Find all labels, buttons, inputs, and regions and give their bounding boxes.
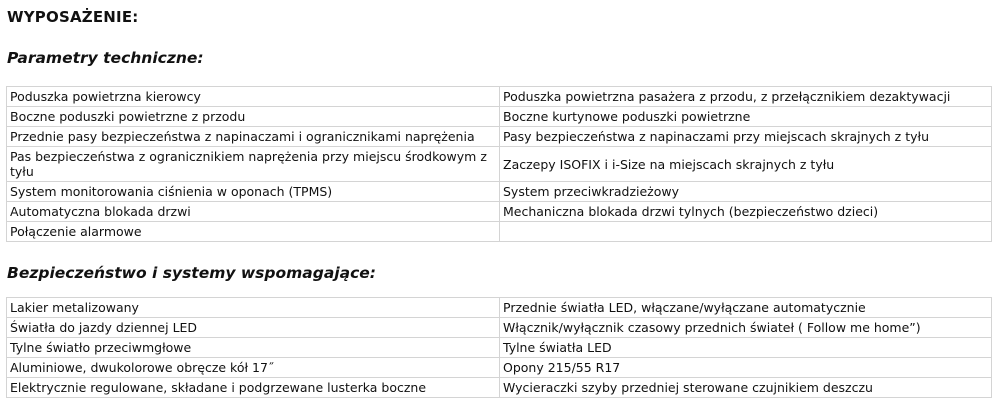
table-row	[7, 127, 992, 147]
table-cell: Wycieraczki szyby przedniej sterowane czujnikiem deszczu	[500, 378, 992, 398]
table-row	[7, 378, 992, 398]
table-cell: Poduszka powietrzna kierowcy	[7, 87, 500, 107]
table-row	[7, 147, 992, 182]
table-cell: Przednie światła LED, włączane/wyłączane automatycznie	[500, 298, 992, 318]
table-row	[7, 87, 992, 107]
table-cell: System przeciwkradzieżowy	[500, 182, 992, 202]
table-cell: Elektrycznie regulowane, składane i podgrzewane lusterka boczne	[7, 378, 500, 398]
table-row	[7, 222, 992, 242]
table-cell: Światła do jazdy dziennej LED	[7, 318, 500, 338]
table-cell: Aluminiowe, dwukolorowe obręcze kół 17˝	[7, 358, 500, 378]
table-cell: Zaczepy ISOFIX i i-Size na miejscach skrajnych z tyłu	[500, 147, 992, 182]
table-cell: Pasy bezpieczeństwa z napinaczami przy miejscach skrajnych z tyłu	[500, 127, 992, 147]
section-title-bezpieczenstwo: Bezpieczeństwo i systemy wspomagające:	[7, 264, 376, 282]
table-cell: Połączenie alarmowe	[7, 222, 500, 242]
table-cell: Tylne światła LED	[500, 338, 992, 358]
table-cell: Włącznik/wyłącznik czasowy przednich świateł ( Follow me home”)	[500, 318, 992, 338]
table-cell: Przednie pasy bezpieczeństwa z napinaczami i ogranicznikami naprężenia	[7, 127, 500, 147]
table-cell: Pas bezpieczeństwa z ogranicznikiem naprężenia przy miejscu środkowym z tyłu	[7, 147, 500, 182]
table-cell: System monitorowania ciśnienia w oponach (TPMS)	[7, 182, 500, 202]
page-heading: WYPOSAŻENIE:	[7, 8, 139, 26]
table-cell: Boczne poduszki powietrzne z przodu	[7, 107, 500, 127]
table-row	[7, 107, 992, 127]
table-cell: Lakier metalizowany	[7, 298, 500, 318]
table-row	[7, 318, 992, 338]
table-row	[7, 358, 992, 378]
spec-table-parametry-techniczne	[6, 86, 992, 242]
section-title-parametry-techniczne: Parametry techniczne:	[7, 49, 204, 67]
table-cell: Boczne kurtynowe poduszki powietrzne	[500, 107, 992, 127]
table-row	[7, 298, 992, 318]
table-row	[7, 338, 992, 358]
table-cell: Poduszka powietrzna pasażera z przodu, z przełącznikiem dezaktywacji	[500, 87, 992, 107]
table-cell: Automatyczna blokada drzwi	[7, 202, 500, 222]
table-cell: Opony 215/55 R17	[500, 358, 992, 378]
table-row	[7, 202, 992, 222]
table-cell	[500, 222, 992, 242]
table-cell: Tylne światło przeciwmgłowe	[7, 338, 500, 358]
table-row	[7, 182, 992, 202]
spec-table-bezpieczenstwo	[6, 297, 992, 398]
table-cell: Mechaniczna blokada drzwi tylnych (bezpieczeństwo dzieci)	[500, 202, 992, 222]
